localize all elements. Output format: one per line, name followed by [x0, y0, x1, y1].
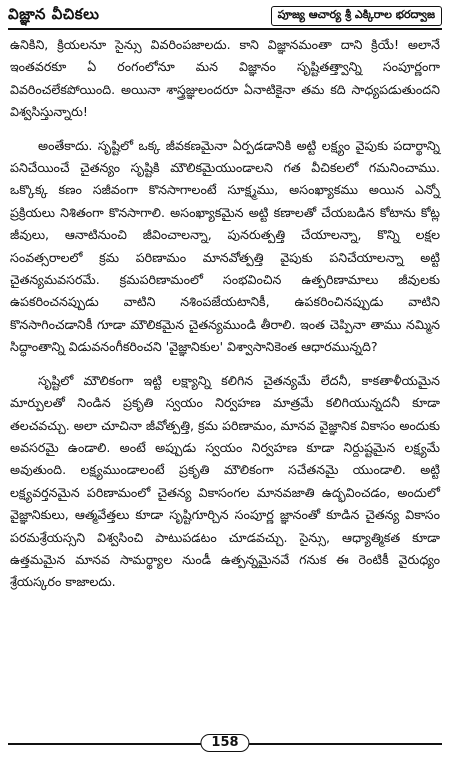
author-name: పూజ్య ఆచార్య శ్రీ ఎక్కిరాల భరద్వాజ [271, 6, 442, 26]
paragraph-2: అంతేకాదు. సృష్టిలో ఒక్క జీవకణమైనా ఏర్పడడానికి అట్టి లక్ష్యం వైపుకు పదార్థాన్ని పనిచేయించే చైతన్యం సృష్టికి మౌలికమైయుండాలని గత వీచికలలో గమనించాము. ఒక్కొక్క కణం సజీవంగా కొనసాగాలంటే సూక్ష్మము, అసంఖ్యాకము అయిన ఎన్నో ప్రక్రియలు నిశితంగా కొనసాగాలి. అసంఖ్యాకమైన అట్టి కణాలతో చేయబడిన కోటాను కోట్ల జీవులు, ఆనాటినుంచి జీవించాలన్నా, పునరుత్పత్తి చేయాలన్నా, కొన్ని లక్షల సంవత్సరాలలో క్రమ పరిణామం మానవోత్పత్తి వైపుకు పనిచేయాలన్నా అట్టి చైతన్యమవసరమే. క్రమపరిణామంలో సంభవించిన ఉత్పరిణామాలు జీవులకు ఉపకరించనప్పుడు వాటిని నశింపజేయటానికీ, ఉపకరించినప్పుడు వాటిని కొనసాగించడానికీ గూడా మౌలికమైన చైతన్యముండి తీరాలి. ఇంత చెప్పినా తాము నమ్మిన సిద్ధాంతాన్ని విడువనంగీకరించని 'వైజ్ఞానికుల' విశ్వాసానికెంత ఆధారమున్నది? [10, 137, 440, 355]
page-footer [8, 734, 442, 752]
paragraph-1: ఉనికిని, క్రియలనూ సైన్సు వివరింపజాలదు. కాని విజ్ఞానమంతా దాని క్రియే! అలానే ఇంతవరకూ ఏ రంగంలోనూ మన విజ్ఞానం సృష్టితత్త్వాన్ని సంపూర్ణంగా వివరించలేకపోయింది. అయినా శాస్త్రజ్ఞులందరూ ఏనాటికైనా తమ కది సాధ్యపడుతుందని విశ్వసిస్తున్నారు! [10, 37, 440, 120]
running-header [8, 4, 442, 30]
page-body [10, 34, 440, 605]
paragraph-3: సృష్టిలో మౌలికంగా ఇట్టి లక్ష్యాన్ని కలిగిన చైతన్యమే లేదనీ, కాకతాళీయమైన మార్పులతో నిండిన ప్రకృతి స్వయం నిర్వహణ మాత్రమే కలిగియున్నదనీ కూడా తలచవచ్చు. అలా చూచినా జీవోత్పత్తి, క్రమ పరిణామం, మానవ వైజ్ఞానిక వికాసం అందుకు అవసరమై ఉండాలి. అంటే అప్పుడు స్వయం నిర్వహణ కూడా నిర్దుష్టమైన లక్ష్యమే అవుతుంది. లక్ష్యముండాలంటే ప్రకృతి మౌలికంగా సచేతనమై యుండాలి. అట్టి లక్ష్యవర్తనమైన పరిణామంలో చైతన్య వికాసంగల మానవజాతి ఉద్భవించడం, అందులో వైజ్ఞానికులు, ఆత్మవేత్తలు కూడా సృష్టిగూర్చిన సంపూర్ణ జ్ఞానంతో కూడిన చైతన్య వికాసం పరమశ్రేయస్సని విశ్వసించి పాటుపడటం చూడవచ్చు. సైన్సు, ఆధ్యాత్మికత కూడా ఉత్తమమైన మానవ సామర్థ్యాల నుండీ ఉత్పన్నమైనవే గనుక ఈ రెంటికీ వైరుధ్యం శ్రేయస్కరం కాజాలదు. [10, 372, 440, 590]
page-number: 158 [200, 734, 249, 752]
book-title: విజ్ఞాన వీచికలు [8, 5, 100, 23]
